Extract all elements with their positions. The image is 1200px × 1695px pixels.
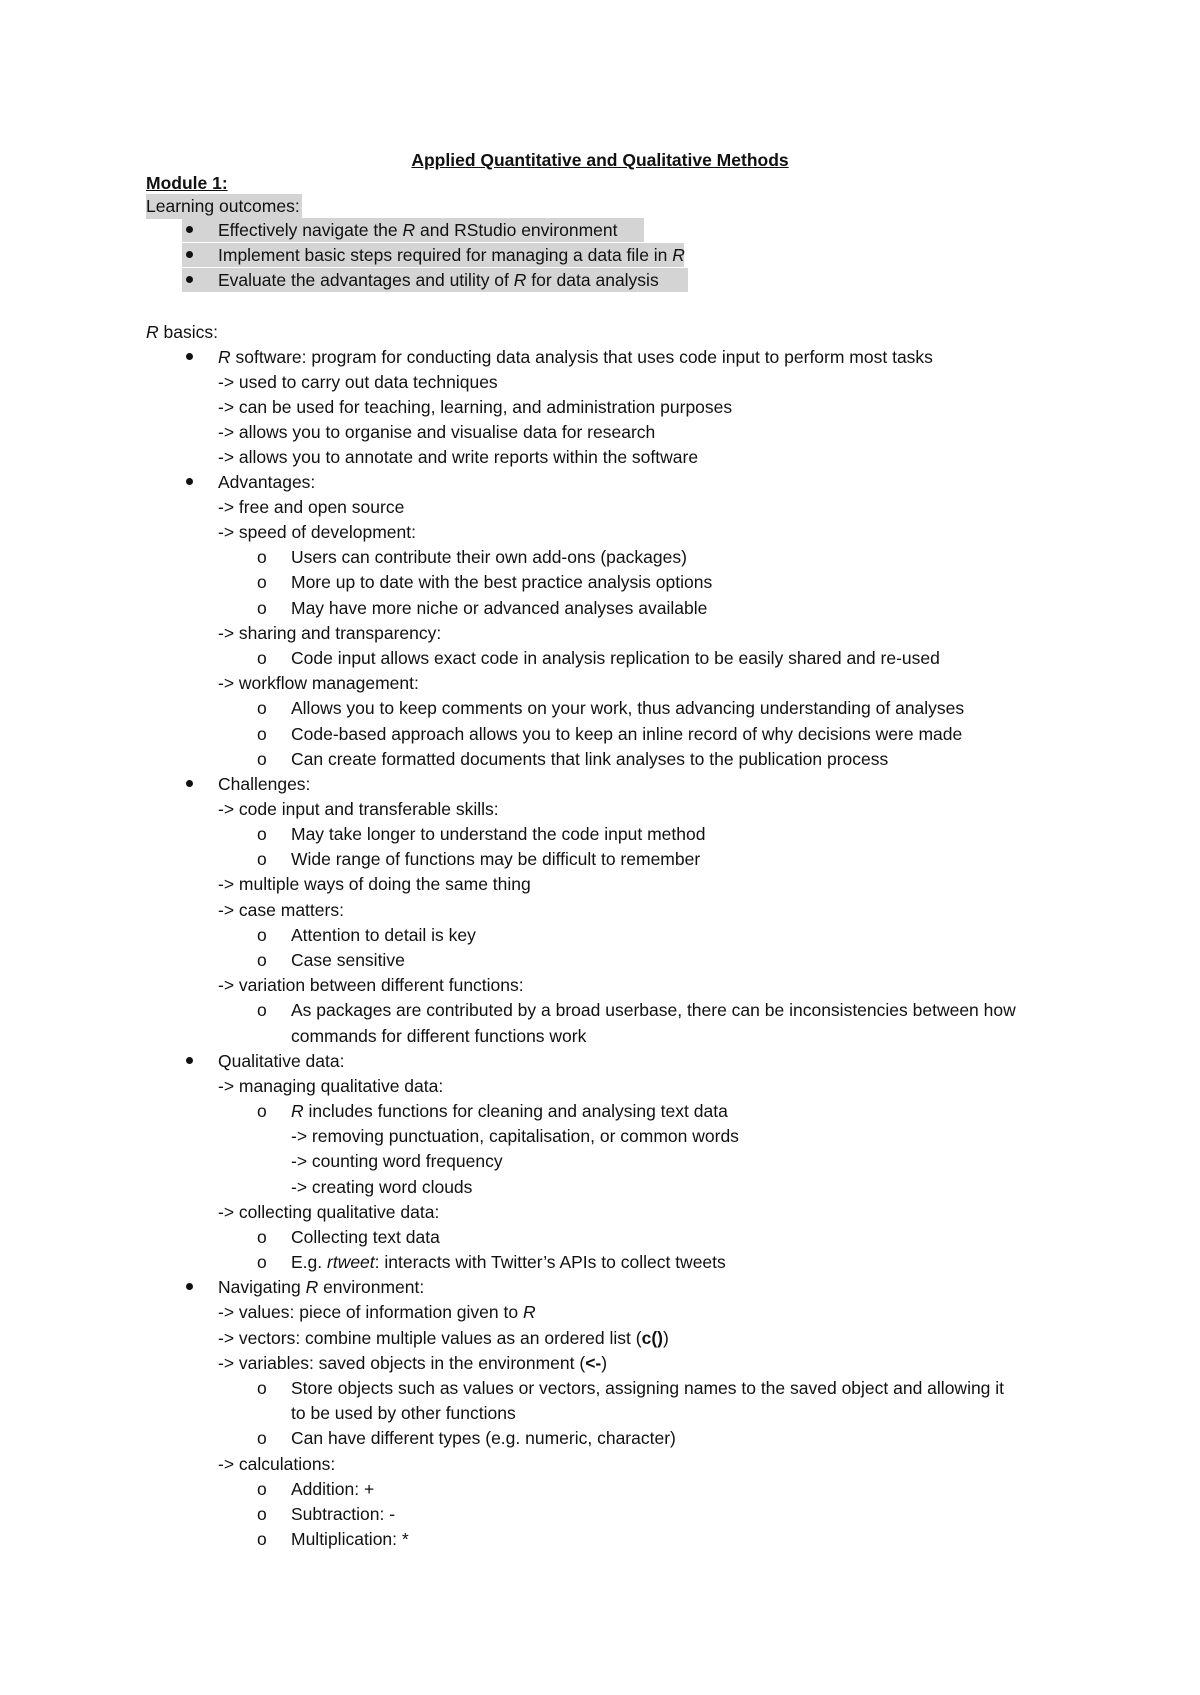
sub-item: May take longer to understand the code input method [291, 824, 706, 844]
sub-item: Case sensitive [291, 950, 405, 970]
sub-item: Multiplication: * [291, 1529, 409, 1549]
navigating-point: -> values: piece of information given to R [218, 1302, 536, 1322]
sub-item: Subtraction: - [291, 1504, 396, 1524]
bullet-icon [186, 276, 193, 283]
advantages-point: -> sharing and transparency: [218, 623, 442, 643]
sub-bullet-icon: o [257, 1479, 267, 1499]
software-point: -> used to carry out data techniques [218, 372, 498, 392]
document-title: Applied Quantitative and Qualitative Methods [411, 150, 789, 170]
sub-sub-point: -> counting word frequency [291, 1151, 503, 1171]
sub-bullet-icon: o [257, 1529, 267, 1549]
software-point: -> allows you to organise and visualise data for research [218, 422, 656, 442]
bullet-icon [186, 478, 193, 485]
outcome-item: Effectively navigate the R and RStudio environment [218, 220, 618, 240]
r-basics-heading: R basics: [146, 322, 218, 342]
sub-bullet-icon: o [257, 749, 267, 769]
navigating-label: Navigating R environment: [218, 1277, 425, 1297]
bullet-icon [186, 226, 193, 233]
sub-bullet-icon: o [257, 824, 267, 844]
challenges-point: -> multiple ways of doing the same thing [218, 874, 531, 894]
module-heading: Module 1: [146, 173, 228, 193]
sub-bullet-icon: o [257, 1000, 267, 1020]
sub-item-continued: commands for different functions work [291, 1026, 587, 1046]
challenges-point: -> case matters: [218, 900, 344, 920]
navigating-point: -> vectors: combine multiple values as an ordered list (c()) [218, 1328, 669, 1348]
sub-bullet-icon: o [257, 648, 267, 668]
sub-bullet-icon: o [257, 849, 267, 869]
navigating-point: -> calculations: [218, 1454, 336, 1474]
sub-item: Wide range of functions may be difficult to remember [291, 849, 701, 869]
sub-item: Store objects such as values or vectors, assigning names to the saved object and allowing it [291, 1378, 1005, 1398]
qualitative-point: -> collecting qualitative data: [218, 1202, 440, 1222]
sub-item: Addition: + [291, 1479, 375, 1499]
advantages-point: -> free and open source [218, 497, 405, 517]
challenges-point: -> variation between different functions: [218, 975, 524, 995]
sub-item: Users can contribute their own add-ons (packages) [291, 547, 687, 567]
sub-item: Allows you to keep comments on your work, thus advancing understanding of analyses [291, 698, 965, 718]
bullet-icon [186, 1057, 193, 1064]
advantages-label: Advantages: [218, 472, 316, 492]
sub-item: R includes functions for cleaning and analysing text data [291, 1101, 728, 1121]
sub-bullet-icon: o [257, 1252, 267, 1272]
sub-sub-point: -> removing punctuation, capitalisation, or common words [291, 1126, 739, 1146]
sub-item: E.g. rtweet: interacts with Twitter’s APIs to collect tweets [291, 1252, 726, 1272]
navigating-point: -> variables: saved objects in the environment (<-) [218, 1353, 608, 1373]
outcome-item: Implement basic steps required for managing a data file in R [218, 245, 685, 265]
sub-item: Can create formatted documents that link analyses to the publication process [291, 749, 889, 769]
sub-bullet-icon: o [257, 572, 267, 592]
software-point: -> can be used for teaching, learning, and administration purposes [218, 397, 733, 417]
sub-sub-point: -> creating word clouds [291, 1177, 473, 1197]
sub-item: Can have different types (e.g. numeric, character) [291, 1428, 676, 1448]
software-item: R software: program for conducting data analysis that uses code input to perform most tasks [218, 347, 933, 367]
advantages-point: -> speed of development: [218, 522, 416, 542]
outcome-item: Evaluate the advantages and utility of R for data analysis [218, 270, 659, 290]
sub-bullet-icon: o [257, 547, 267, 567]
sub-bullet-icon: o [257, 598, 267, 618]
learning-outcomes-label: Learning outcomes: [146, 194, 302, 219]
challenges-label: Challenges: [218, 774, 311, 794]
qualitative-label: Qualitative data: [218, 1051, 345, 1071]
sub-bullet-icon: o [257, 1378, 267, 1398]
sub-item: Code-based approach allows you to keep an inline record of why decisions were made [291, 724, 963, 744]
challenges-point: -> code input and transferable skills: [218, 799, 499, 819]
advantages-point: -> workflow management: [218, 673, 419, 693]
sub-item: Collecting text data [291, 1227, 440, 1247]
software-point: -> allows you to annotate and write reports within the software [218, 447, 699, 467]
sub-item: Attention to detail is key [291, 925, 476, 945]
sub-item: May have more niche or advanced analyses available [291, 598, 708, 618]
sub-bullet-icon: o [257, 1101, 267, 1121]
sub-bullet-icon: o [257, 1428, 267, 1448]
sub-item: Code input allows exact code in analysis replication to be easily shared and re-used [291, 648, 940, 668]
sub-bullet-icon: o [257, 1227, 267, 1247]
bullet-icon [186, 251, 193, 258]
sub-bullet-icon: o [257, 1504, 267, 1524]
qualitative-point: -> managing qualitative data: [218, 1076, 444, 1096]
bullet-icon [186, 353, 193, 360]
bullet-icon [186, 780, 193, 787]
sub-bullet-icon: o [257, 698, 267, 718]
sub-bullet-icon: o [257, 950, 267, 970]
sub-item-continued: to be used by other functions [291, 1403, 516, 1423]
sub-bullet-icon: o [257, 724, 267, 744]
sub-bullet-icon: o [257, 925, 267, 945]
sub-item: As packages are contributed by a broad userbase, there can be inconsistencies between how [291, 1000, 1016, 1020]
bullet-icon [186, 1283, 193, 1290]
sub-item: More up to date with the best practice analysis options [291, 572, 713, 592]
